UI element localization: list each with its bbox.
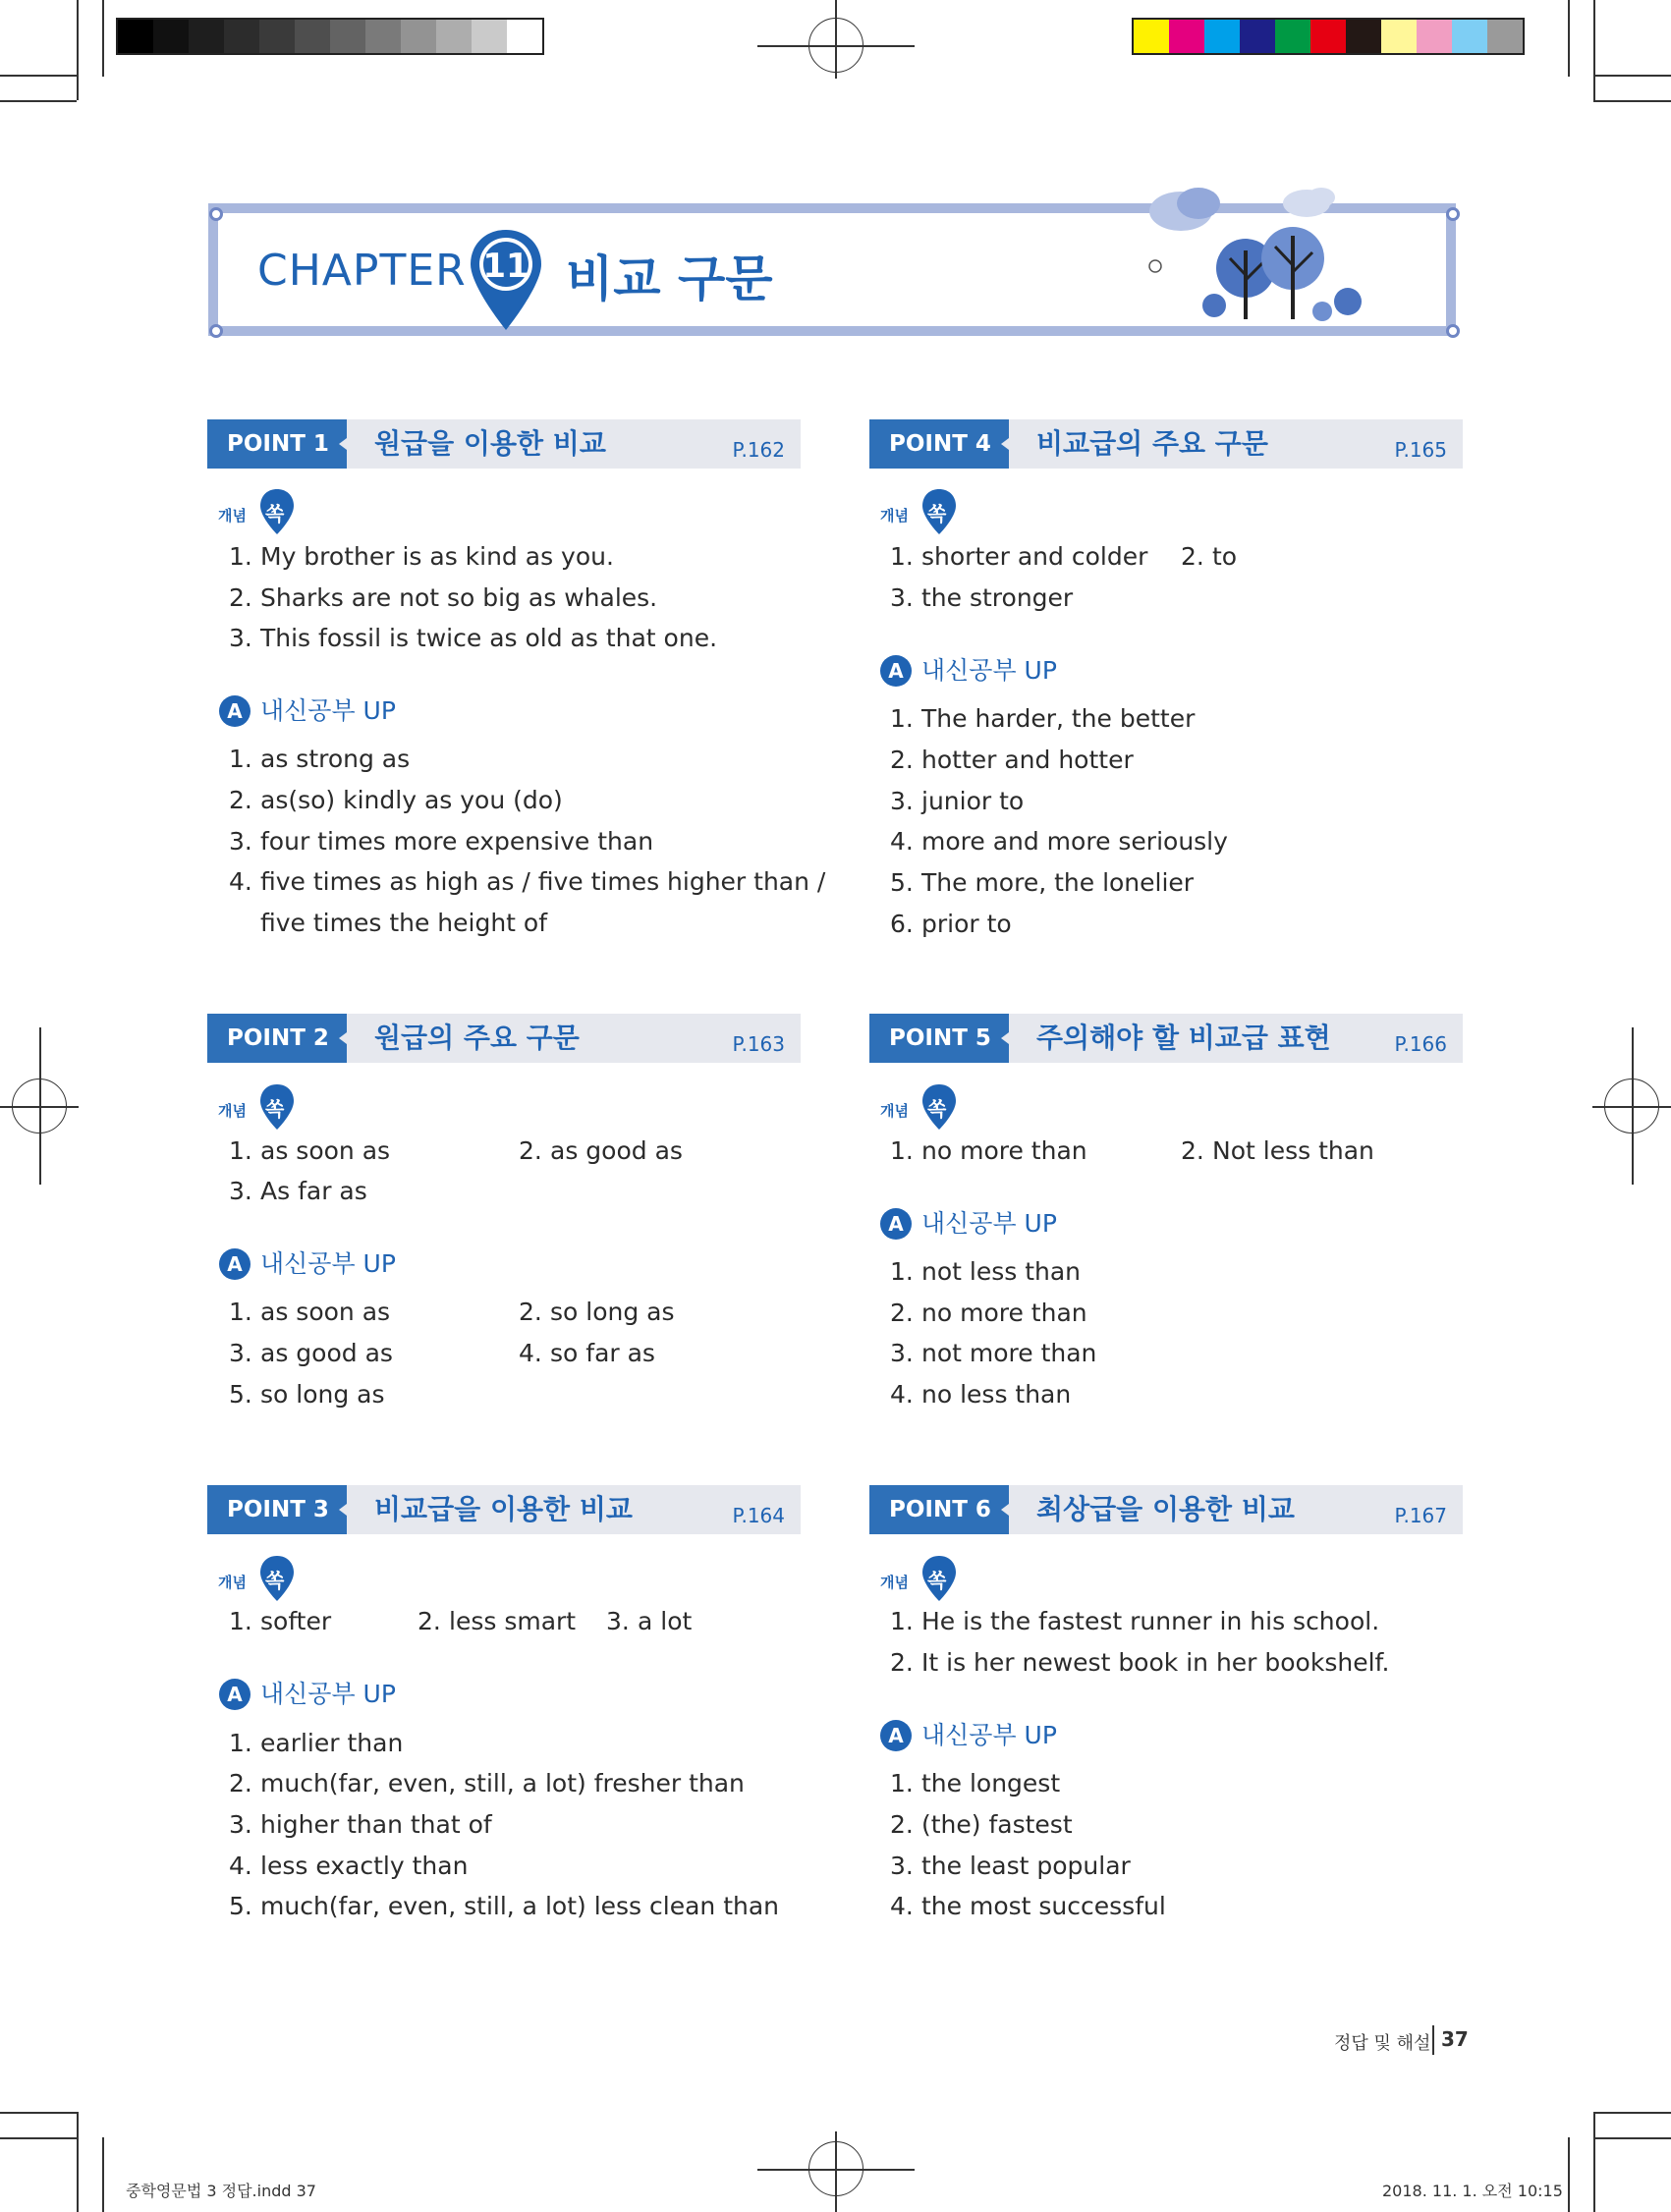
concept-badge-icon: 개념 쏙 <box>880 485 961 536</box>
point-title: 비교급을 이용한 비교 <box>374 1493 633 1525</box>
tag-notch <box>1001 1029 1013 1047</box>
answer-item: 2. hotter and hotter <box>890 746 1134 774</box>
answer-item: 4. no less than <box>890 1380 1072 1409</box>
tag-notch <box>339 1029 351 1047</box>
concept-badge-icon: 개념 쏙 <box>880 1552 961 1603</box>
answer-item: 1. as soon as <box>229 1136 391 1165</box>
point-tag: POINT 1 <box>207 419 347 469</box>
concept-badge-icon: 개념 쏙 <box>218 1080 299 1132</box>
point-title: 비교급의 주요 구문 <box>1036 427 1268 460</box>
answer-item: 1. The harder, the better <box>890 704 1196 733</box>
tree-illustration-icon <box>1120 182 1375 329</box>
point-3-header <box>207 1485 801 1534</box>
answer-item: 1. My brother is as kind as you. <box>229 542 614 571</box>
point-title: 최상급을 이용한 비교 <box>1036 1493 1295 1525</box>
answer-item: 5. so long as <box>229 1380 385 1409</box>
answer-item: 2. so long as <box>519 1298 675 1326</box>
point-tag: POINT 3 <box>207 1485 347 1534</box>
answer-item: 5. much(far, even, still, a lot) less clean than <box>229 1892 780 1920</box>
page-reference: P.162 <box>732 438 785 462</box>
file-info: 중학영문법 3 정답.indd 37 <box>126 2182 316 2200</box>
section-label: 정답 및 해설 <box>1334 2033 1431 2054</box>
tag-notch <box>339 435 351 453</box>
point-tag: POINT 5 <box>869 1014 1009 1063</box>
answer-item: 4. so far as <box>519 1339 655 1367</box>
point-tag: POINT 2 <box>207 1014 347 1063</box>
answer-item: 2. to <box>1181 542 1238 571</box>
footer-divider <box>1432 2025 1434 2055</box>
answer-item: 2. no more than <box>890 1299 1087 1327</box>
tag-notch <box>339 1501 351 1519</box>
chapter-title: 비교 구문 <box>566 250 773 307</box>
tag-notch <box>1001 435 1013 453</box>
point-tag: POINT 4 <box>869 419 1009 469</box>
answer-item: 4. more and more seriously <box>890 827 1228 856</box>
answer-item: 1. softer <box>229 1607 332 1635</box>
answer-item: 4. less exactly than <box>229 1852 469 1880</box>
answer-item: 1. shorter and colder <box>890 542 1148 571</box>
gray-scale-bar <box>116 18 544 55</box>
answer-item: 2. as(so) kindly as you (do) <box>229 786 563 814</box>
answer-item: 1. the longest <box>890 1769 1061 1797</box>
concept-badge-icon: 개념 쏙 <box>218 485 299 536</box>
answer-item: 2. much(far, even, still, a lot) fresher than <box>229 1769 745 1797</box>
answer-item: 3. four times more expensive than <box>229 827 654 856</box>
answer-item: 2. Sharks are not so big as whales. <box>229 583 658 612</box>
page-number: 37 <box>1441 2027 1469 2051</box>
page-reference: P.163 <box>732 1032 785 1056</box>
answer-item: 2. Not less than <box>1181 1136 1374 1165</box>
concept-badge-icon: 개념 쏙 <box>218 1552 299 1603</box>
answer-item: 3. a lot <box>606 1607 693 1635</box>
answer-item: 1. no more than <box>890 1136 1087 1165</box>
answer-item-continued: five times the height of <box>260 909 548 937</box>
answer-item: 5. The more, the lonelier <box>890 868 1195 897</box>
answer-item: 6. prior to <box>890 910 1012 938</box>
answer-item: 1. not less than <box>890 1257 1082 1286</box>
answer-item: 3. the least popular <box>890 1852 1131 1880</box>
answer-item: 2. as good as <box>519 1136 683 1165</box>
answer-item: 1. He is the fastest runner in his school. <box>890 1607 1380 1635</box>
point-title: 원급의 주요 구문 <box>374 1022 580 1054</box>
answer-item: 3. as good as <box>229 1339 393 1367</box>
answer-item: 3. junior to <box>890 787 1025 815</box>
concept-badge-icon: 개념 쏙 <box>880 1080 961 1132</box>
answer-item: 3. higher than that of <box>229 1810 492 1839</box>
answer-item: 2. (the) fastest <box>890 1810 1073 1839</box>
answer-item: 2. It is her newest book in her bookshelf. <box>890 1648 1390 1677</box>
point-5-header <box>869 1014 1463 1063</box>
bolt-icon <box>1446 207 1460 221</box>
answer-item: 4. five times as high as / five times higher than / <box>229 867 826 896</box>
point-4-header <box>869 419 1463 469</box>
page-reference: P.167 <box>1394 1504 1447 1527</box>
page-reference: P.165 <box>1394 438 1447 462</box>
print-timestamp: 2018. 11. 1. 오전 10:15 <box>1382 2182 1563 2200</box>
answer-item: 1. as strong as <box>229 745 411 773</box>
answer-item: 2. less smart <box>418 1607 577 1635</box>
color-bar <box>1132 18 1525 55</box>
answer-item: 3. not more than <box>890 1339 1097 1367</box>
answer-item: 4. the most successful <box>890 1892 1166 1920</box>
answer-item: 3. the stronger <box>890 583 1074 612</box>
page-reference: P.164 <box>732 1504 785 1527</box>
point-2-header <box>207 1014 801 1063</box>
point-6-header <box>869 1485 1463 1534</box>
point-tag: POINT 6 <box>869 1485 1009 1534</box>
tag-notch <box>1001 1501 1013 1519</box>
point-title: 주의해야 할 비교급 표현 <box>1036 1022 1331 1054</box>
answer-item: 3. This fossil is twice as old as that one. <box>229 624 718 652</box>
chapter-label: CHAPTER <box>257 246 467 296</box>
bolt-icon <box>209 324 223 338</box>
bolt-icon <box>1446 324 1460 338</box>
bolt-icon <box>209 207 223 221</box>
chapter-number-pin <box>468 228 544 304</box>
page-reference: P.166 <box>1394 1032 1447 1056</box>
answer-item: 1. earlier than <box>229 1729 404 1757</box>
chapter-number: 11 <box>482 247 529 286</box>
point-1-header <box>207 419 801 469</box>
answer-item: 3. As far as <box>229 1177 367 1205</box>
point-title: 원급을 이용한 비교 <box>374 427 606 460</box>
answer-item: 1. as soon as <box>229 1298 391 1326</box>
